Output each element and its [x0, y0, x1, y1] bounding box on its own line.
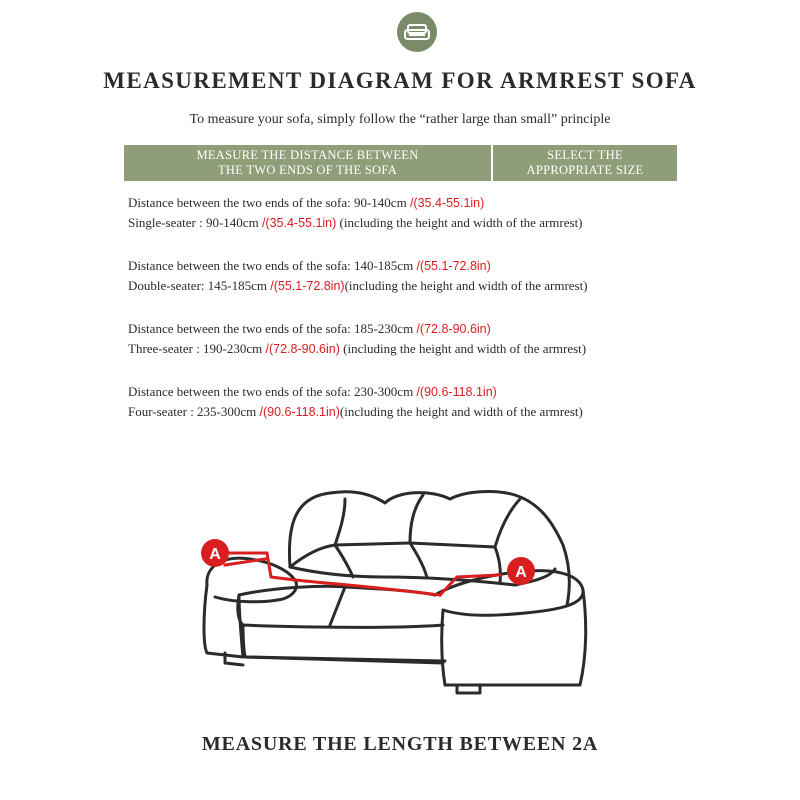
distance-label: Distance between the two ends of the sofa: 230-300cm	[128, 384, 417, 399]
distance-line	[128, 256, 768, 276]
header-right-line-1: SELECT THE	[547, 148, 623, 162]
header-left-line-1: MEASURE THE DISTANCE BETWEEN	[196, 148, 419, 162]
size-list	[128, 193, 768, 445]
size-block-single	[128, 193, 768, 233]
seater-line	[128, 213, 768, 233]
sofa-icon	[397, 12, 437, 52]
seater-inches: /(35.4-55.1in)	[261, 216, 337, 230]
sofa-base-outline	[243, 625, 445, 661]
size-block-four	[128, 382, 768, 422]
header-measure-distance	[124, 145, 491, 181]
seater-line	[128, 339, 768, 359]
size-table-header	[124, 145, 677, 181]
header-right-line-2: APPROPRIATE SIZE	[526, 163, 644, 177]
marker-right	[507, 557, 535, 585]
distance-label: Distance between the two ends of the sofa: 90-140cm	[128, 195, 410, 210]
bottom-title: MEASURE THE LENGTH BETWEEN 2A	[201, 733, 599, 755]
back-cushion-outline	[289, 492, 569, 605]
seater-inches: /(90.6-118.1in)	[259, 405, 340, 419]
header-left-line-2: THE TWO ENDS OF THE SOFA	[217, 163, 398, 177]
size-block-double	[128, 256, 768, 296]
seater-label: Single-seater : 90-140cm	[128, 215, 262, 230]
seater-inches: /(72.8-90.6in)	[265, 342, 340, 356]
header-select-size	[491, 145, 677, 181]
marker-left	[201, 539, 229, 567]
marker-left-label: A	[209, 546, 221, 563]
seater-label: Four-seater : 235-300cm	[128, 404, 260, 419]
distance-inches: /(35.4-55.1in)	[409, 196, 485, 210]
distance-line	[128, 319, 768, 339]
page-subtitle: To measure your sofa, simply follow the “rather large than small” principle	[189, 112, 611, 127]
seater-line	[128, 402, 768, 422]
distance-line	[128, 382, 768, 402]
marker-right-label: A	[515, 564, 527, 581]
armrest-note: (including the height and width of the armrest)	[344, 278, 588, 293]
page-title: MEASUREMENT DIAGRAM FOR ARMREST SOFA	[103, 68, 697, 93]
seater-label: Double-seater: 145-185cm	[128, 278, 271, 293]
seater-label: Three-seater : 190-230cm	[128, 341, 266, 356]
sofa-icon-badge	[397, 12, 437, 52]
armrest-note: (including the height and width of the armrest)	[339, 341, 587, 356]
distance-label: Distance between the two ends of the sofa: 185-230cm	[128, 321, 417, 336]
sofa-diagram	[195, 485, 595, 700]
distance-inches: /(55.1-72.8in)	[416, 259, 491, 273]
distance-inches: /(72.8-90.6in)	[416, 322, 491, 336]
distance-line	[128, 193, 768, 213]
armrest-note: (including the height and width of the armrest)	[336, 215, 583, 230]
seater-line	[128, 276, 768, 296]
seater-inches: /(55.1-72.8in)	[270, 279, 345, 293]
distance-label: Distance between the two ends of the sofa: 140-185cm	[128, 258, 417, 273]
size-block-three	[128, 319, 768, 359]
distance-inches: /(90.6-118.1in)	[416, 385, 497, 399]
armrest-note: (including the height and width of the armrest)	[339, 404, 583, 419]
